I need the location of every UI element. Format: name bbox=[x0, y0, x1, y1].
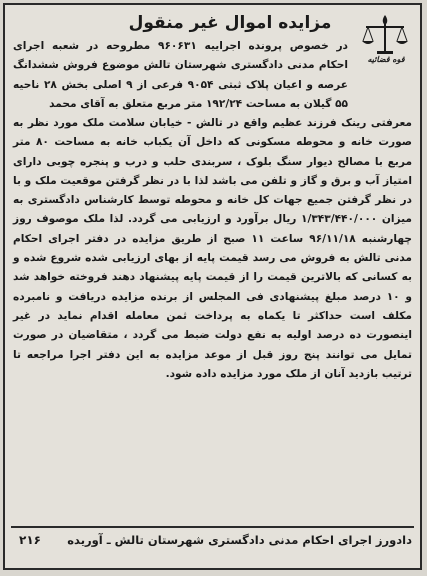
footer-divider bbox=[11, 526, 414, 528]
emblem-caption: قوه قضائیه bbox=[367, 55, 405, 64]
notice-page bbox=[3, 3, 422, 570]
signature-line: دادورز اجرای احکام مدنی دادگستری شهرستان تالش ـ آوریده bbox=[67, 533, 412, 547]
notice-title: مزایده اموال غیر منقول bbox=[128, 13, 332, 33]
notice-body-lower: معرفتی رینک فرزند عظیم واقع در تالش - خیابان سلامت ملک مورد نظر به صورت خانه و محوطه مسکونی که داخل آن یکباب خانه به مساحت ۸۰ متر مربع با مصالح دیوار سنگ بلوک ، سربندی حلب و درب و پنجره چوبی دارای امتیاز آب و برق و گاز و تلفن می باشد لذا با در نظر گرفتن موقعیت ملک و با در نظر گرفتن جمیع جهات کل خانه و محوطه توسط کارشناس دادگستری به میزان ۱/۳۴۳/۴۴۰/۰۰۰ ریال برآورد و ارزیابی می گردد. لذا ملک موصوف روز چهارشنبه ۹۶/۱۱/۱۸ ساعت ۱۱ صبح از طریق مزایده در دفتر اجرای احکام مدنی تالش به فروش می رسد قیمت پایه از بهای ارزیابی شده شروع شده و به کسانی که بالاترین قیمت را از قیمت پایه پیشنهاد دهند فروخته خواهد شد و ۱۰ درصد مبلغ پیشنهادی فی المجلس از برنده مزایده دریافت و نامبرده مکلف است حداکثر تا یکماه به پرداخت ثمن معامله اقدام نماید در غیر اینصورت ده درصد اولیه به نفع دولت ضبط می گردد ، متقاضیان در صورت تمایل می توانند پنج روز قبل از موعد مزایده به این دفتر اجرا مراجعه تا ترتیب بازدید آنان از ملک مورد مزایده داده شود. bbox=[13, 117, 412, 380]
notice-code: ۲۱۶ bbox=[19, 533, 41, 547]
scales-of-justice-icon bbox=[360, 11, 410, 57]
notice-footer bbox=[13, 533, 412, 555]
notice-body-upper: در خصوص پرونده اجراییه ۹۶۰۶۳۱ مطروحه در شعبه اجرای احکام مدنی دادگستری شهرستان تالش موضوع فروش ششدانگ عرصه و اعیان پلاک ثبتی ۹۰۵۴ فرعی از ۹ اصلی بخش ۲۸ ناحیه ۵۵ گیلان به مساحت ۱۹۲/۲۴ متر مربع متعلق به آقای محمد bbox=[13, 40, 348, 110]
